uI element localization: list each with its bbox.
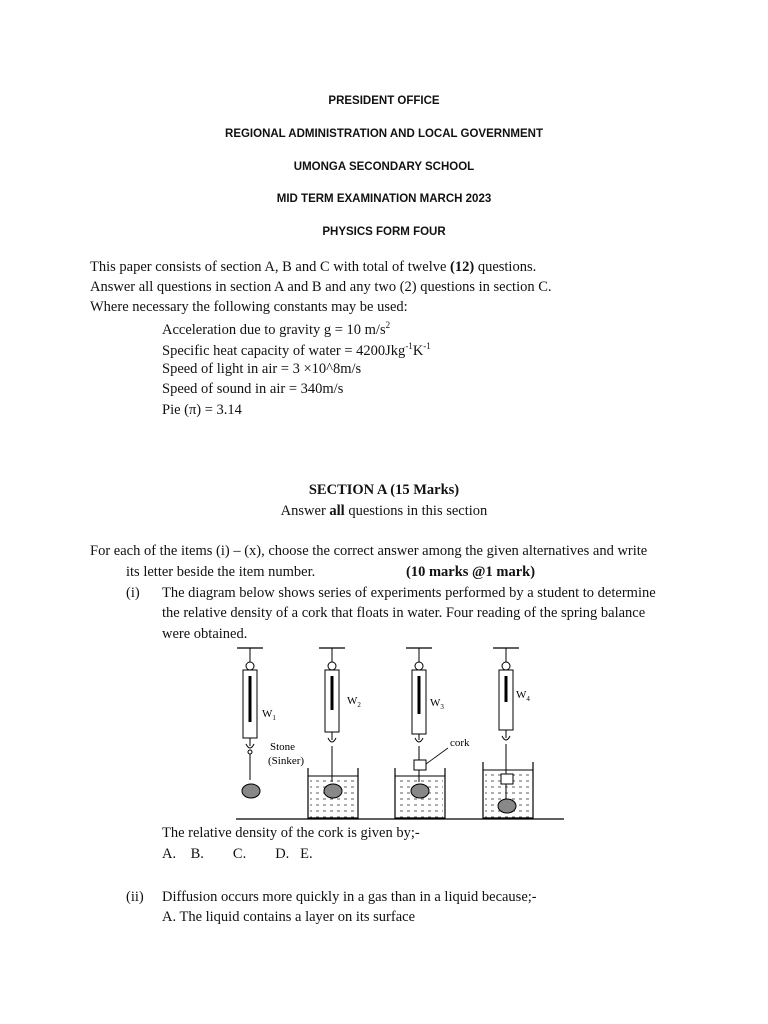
header-line-4: MID TERM EXAMINATION MARCH 2023: [276, 193, 492, 205]
setup-4: [483, 648, 533, 818]
q1-line-2: the relative density of a cork that floats in water. Four reading of the spring balance: [162, 605, 646, 621]
q2-option-a: A. The liquid contains a layer on its surface: [162, 909, 416, 925]
section-a-subtitle: Answer all questions in this section: [280, 503, 488, 519]
constant-gravity: Acceleration due to gravity g = 10 $m/s^2$: [162, 320, 391, 338]
label-w2: $W_2$: [347, 695, 361, 709]
label-sinker: (Sinker): [268, 755, 305, 767]
header-line-1: PRESIDENT OFFICE: [328, 95, 440, 107]
section-a-intro-2: its letter beside the item number.: [126, 564, 316, 580]
setup-2: [308, 648, 358, 818]
section-a-intro-1: For each of the items (i) – (x), choose the correct answer among the given alternatives and write: [90, 543, 648, 559]
q1-number: (i): [126, 585, 140, 601]
constant-pie: Pie (π) = 3.14: [162, 402, 242, 418]
q1-after-text: The relative density of the cork is given by;-: [162, 825, 420, 841]
label-cork: cork: [450, 737, 470, 749]
label-w3: $W_3$: [430, 697, 444, 711]
header-line-2: REGIONAL ADMINISTRATION AND LOCAL GOVERNMENT: [225, 128, 543, 140]
section-a-title: SECTION A (15 Marks): [308, 482, 460, 498]
constant-light: Speed of light in air = 3 ×10^8m/s: [162, 361, 362, 377]
instruction-3: Where necessary the following constants may be used:: [90, 299, 408, 315]
constant-sound: Speed of sound in air = 340m/s: [162, 381, 344, 397]
constant-heat: Specific heat capacity of water = $4200Jkg^{-1}K^{-1}$: [162, 341, 431, 359]
setup-1: [237, 648, 263, 798]
instruction-2: Answer all questions in section A and B and any two (2) questions in section C.: [90, 279, 552, 295]
header-line-3: UMONGA SECONDARY SCHOOL: [293, 161, 475, 173]
label-w4: $W_4$: [516, 689, 530, 703]
q1-line-1: The diagram below shows series of experiments performed by a student to determine: [162, 585, 656, 601]
spring-balance-diagram: [0, 640, 768, 840]
setup-3: [395, 648, 448, 818]
label-stone: Stone: [270, 741, 296, 753]
instruction-1: This paper consists of section A, B and C with total of twelve (12) questions.: [90, 259, 537, 275]
q2-number: (ii): [126, 889, 144, 905]
q1-options: A. B. C. D. E.: [162, 846, 313, 862]
q2-line-1: Diffusion occurs more quickly in a gas than in a liquid because;-: [162, 889, 537, 905]
label-w1: $W_1$: [262, 708, 276, 722]
section-a-marks: (10 marks @1 mark): [406, 564, 536, 580]
q1-line-3: were obtained.: [162, 626, 248, 642]
header-line-5: PHYSICS FORM FOUR: [322, 226, 446, 238]
